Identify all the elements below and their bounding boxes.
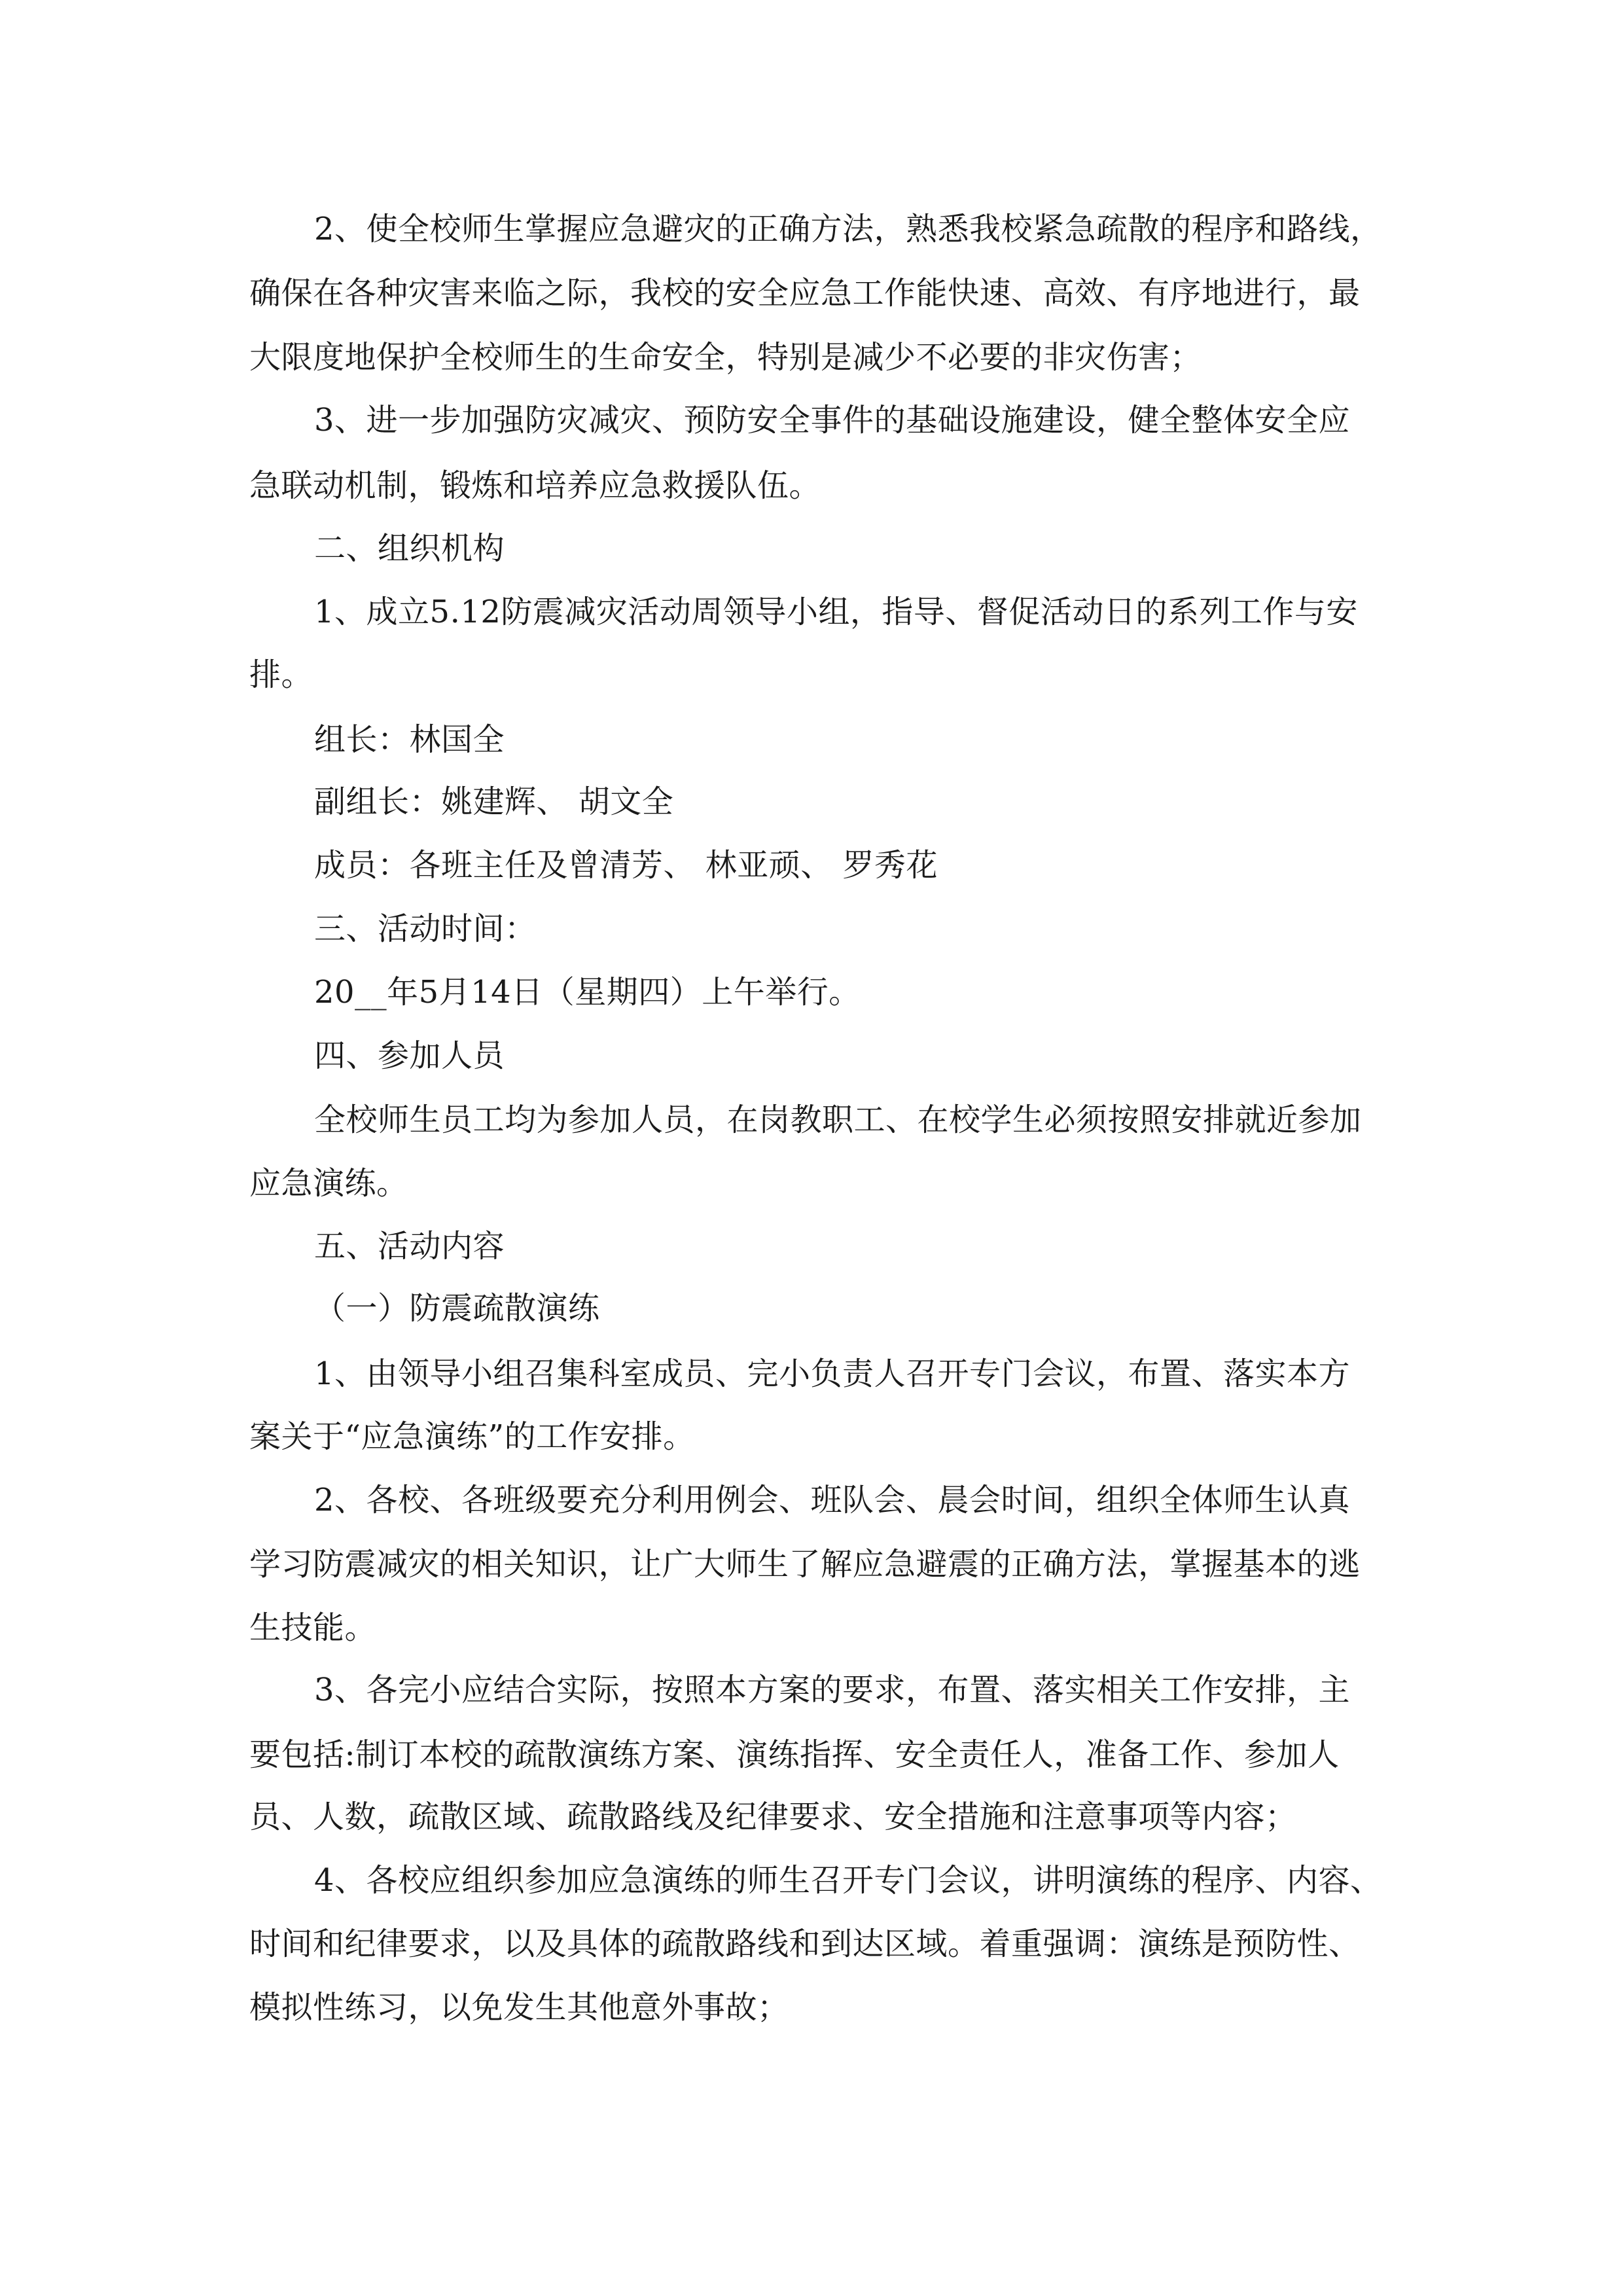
paragraph-line: 2、使全校师生掌握应急避灾的正确方法，熟悉我校紧急疏散的程序和路线， bbox=[314, 211, 1382, 247]
paragraph-line: 案关于“应急演练”的工作安排。 bbox=[249, 1418, 695, 1455]
paragraph-line: 组长：林国全 bbox=[314, 721, 505, 758]
section-heading: 五、活动内容 bbox=[314, 1228, 505, 1265]
paragraph-line: 3、各完小应结合实际，按照本方案的要求，布置、落实相关工作安排，主 bbox=[314, 1672, 1351, 1708]
section-heading: 四、参加人员 bbox=[314, 1037, 505, 1074]
paragraph-line: 全校师生员工均为参加人员，在岗教职工、在校学生必须按照安排就近参加 bbox=[314, 1102, 1362, 1138]
section-heading: 三、活动时间： bbox=[314, 910, 537, 947]
paragraph-line: 大限度地保护全校师生的生命安全，特别是减少不必要的非灾伤害； bbox=[249, 339, 1202, 376]
paragraph-line: 20__年5月14日（星期四）上午举行。 bbox=[314, 974, 861, 1011]
paragraph-line: 时间和纪律要求，以及具体的疏散路线和到达区域。着重强调：演练是预防性、 bbox=[249, 1926, 1361, 1962]
paragraph-line: 1、成立5.12防震减灾活动周领导小组，指导、督促活动日的系列工作与安 bbox=[314, 594, 1358, 630]
section-heading: 二、组织机构 bbox=[314, 530, 505, 567]
paragraph-line: 副组长：姚建辉、 胡文全 bbox=[314, 783, 674, 820]
paragraph-line: 要包括:制订本校的疏散演练方案、演练指挥、安全责任人，准备工作、参加人 bbox=[249, 1736, 1340, 1773]
paragraph-line: 2、各校、各班级要充分利用例会、班队会、晨会时间，组织全体师生认真 bbox=[314, 1482, 1351, 1518]
paragraph-line: 应急演练。 bbox=[249, 1165, 408, 1202]
paragraph-line: 模拟性练习，以免发生其他意外事故； bbox=[249, 1989, 789, 2026]
paragraph-line: 3、进一步加强防灾减灾、预防安全事件的基础设施建设，健全整体安全应 bbox=[314, 402, 1351, 439]
subsection-heading: （一）防震疏散演练 bbox=[314, 1290, 600, 1327]
paragraph-line: 4、各校应组织参加应急演练的师生召开专门会议，讲明演练的程序、内容、 bbox=[314, 1862, 1382, 1899]
paragraph-line: 生技能。 bbox=[249, 1609, 377, 1646]
paragraph-line: 排。 bbox=[249, 656, 313, 693]
paragraph-line: 1、由领导小组召集科室成员、完小负责人召开专门会议，布置、落实本方 bbox=[314, 1355, 1351, 1392]
paragraph-line: 成员：各班主任及曾清芳、 林亚顽、 罗秀花 bbox=[314, 847, 938, 884]
paragraph-line: 急联动机制，锻炼和培养应急救援队伍。 bbox=[249, 467, 821, 504]
paragraph-line: 员、人数，疏散区域、疏散路线及纪律要求、安全措施和注意事项等内容； bbox=[249, 1799, 1297, 1835]
paragraph-line: 学习防震减灾的相关知识，让广大师生了解应急避震的正确方法，掌握基本的逃 bbox=[249, 1546, 1361, 1583]
paragraph-line: 确保在各种灾害来临之际，我校的安全应急工作能快速、高效、有序地进行，最 bbox=[249, 275, 1361, 312]
